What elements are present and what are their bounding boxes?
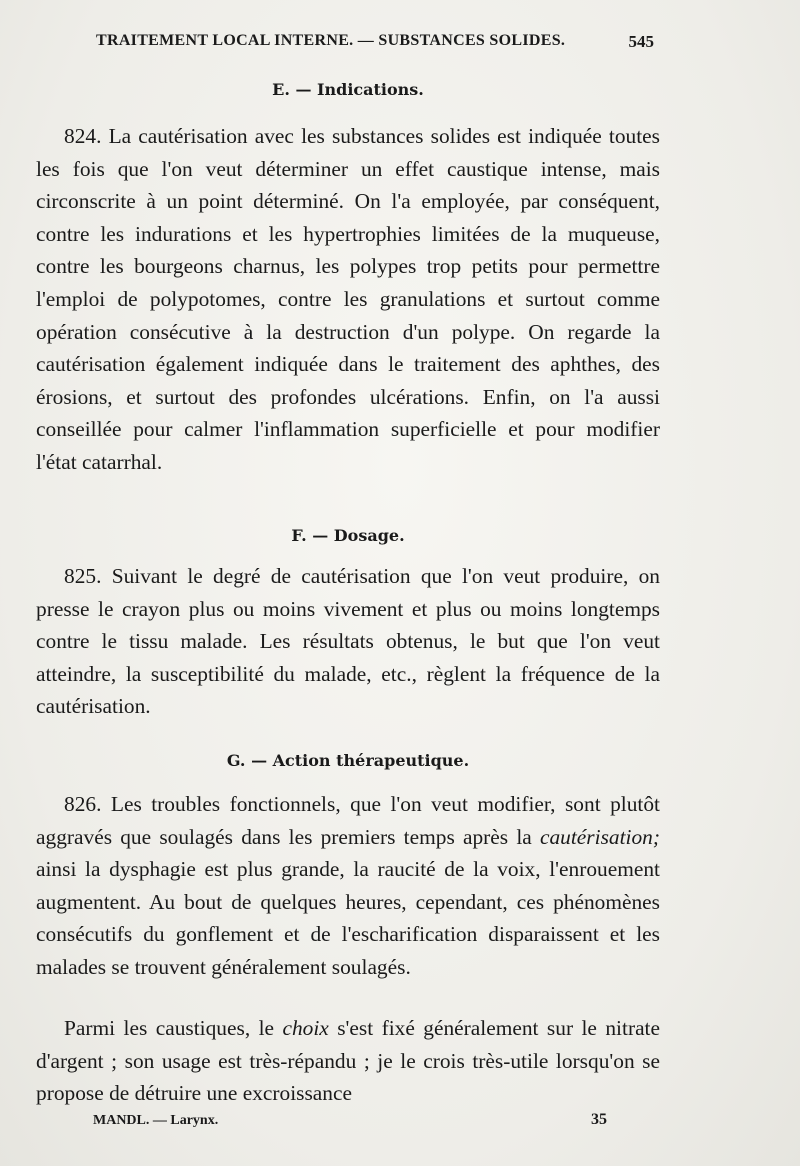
paragraph-number: 826.	[64, 792, 102, 816]
emphasis-text: choix	[282, 1016, 329, 1040]
section-heading-dosage: F. — Dosage.	[291, 526, 405, 545]
paragraph-text: Suivant le degré de cautérisation que l'on veut produire, on presse le crayon plus ou moins vivement et plus ou moins longtemps contre le tissu malade. Les résultats obtenus, le but que l'on veut atteindre, la susceptibilité du malade, etc., règlent la fréquence de la cautérisation.	[36, 564, 660, 719]
section-heading-action-therapeutique: G. — Action thérapeutique.	[226, 751, 470, 770]
paragraph-text: Les troubles fonctionnels, que l'on veut modifier, sont plutôt aggravés que soulagés dans les premiers temps après la	[36, 792, 660, 849]
sheet-number: 35	[591, 1111, 607, 1128]
paragraph-824	[36, 120, 660, 479]
emphasis-text: cautérisation;	[539, 824, 660, 849]
paragraph-text: ainsi la dysphagie est plus grande, la raucité de la voix, l'enrouement augmentent. Au bout de quelques heures, cependant, ces phénomènes consécutifs du gonflement et de l'escharification disparaissent et les malades se trouvent généralement soulagés.	[36, 857, 660, 979]
paragraph-text: Parmi les caustiques, le	[64, 1016, 283, 1040]
paragraph-825	[36, 560, 660, 723]
section-heading-indications: E. — Indications.	[272, 80, 424, 99]
running-title: TRAITEMENT LOCAL INTERNE. — SUBSTANCES SOLIDES.	[96, 32, 566, 49]
paragraph-parmi-les-caustiques	[36, 1012, 660, 1110]
page-number: 545	[628, 32, 654, 51]
paragraph-text: La cautérisation avec les substances solides est indiquée toutes les fois que l'on veut déterminer un effet caustique intense, mais circonscrite à un point déterminé. On l'a employée, par conséquent, contre les indurations et les hypertrophies limitées de la muqueuse, contre les bourgeons charnus, les polypes trop petits pour permettre l'emploi de polypotomes, contre les granulations et surtout comme opération consécutive à la destruction d'un polype. On regarde la cautérisation également indiquée dans le traitement des aphthes, des érosions, et surtout des profondes ulcérations. Enfin, on l'a aussi conseillée pour calmer l'inflammation superficielle et pour modifier l'état catarrhal.	[36, 124, 660, 474]
paragraph-number: 825.	[64, 564, 102, 588]
paragraph-826	[36, 788, 660, 984]
paragraph-text: s'est fixé généralement sur le nitrate d'argent ; son usage est très-répandu ; je le crois très-utile lorsqu'on se propose de détruire une excroissance	[36, 1016, 660, 1106]
printer-signature: MANDL. — Larynx.	[93, 1113, 219, 1128]
paragraph-number: 824.	[64, 124, 102, 148]
